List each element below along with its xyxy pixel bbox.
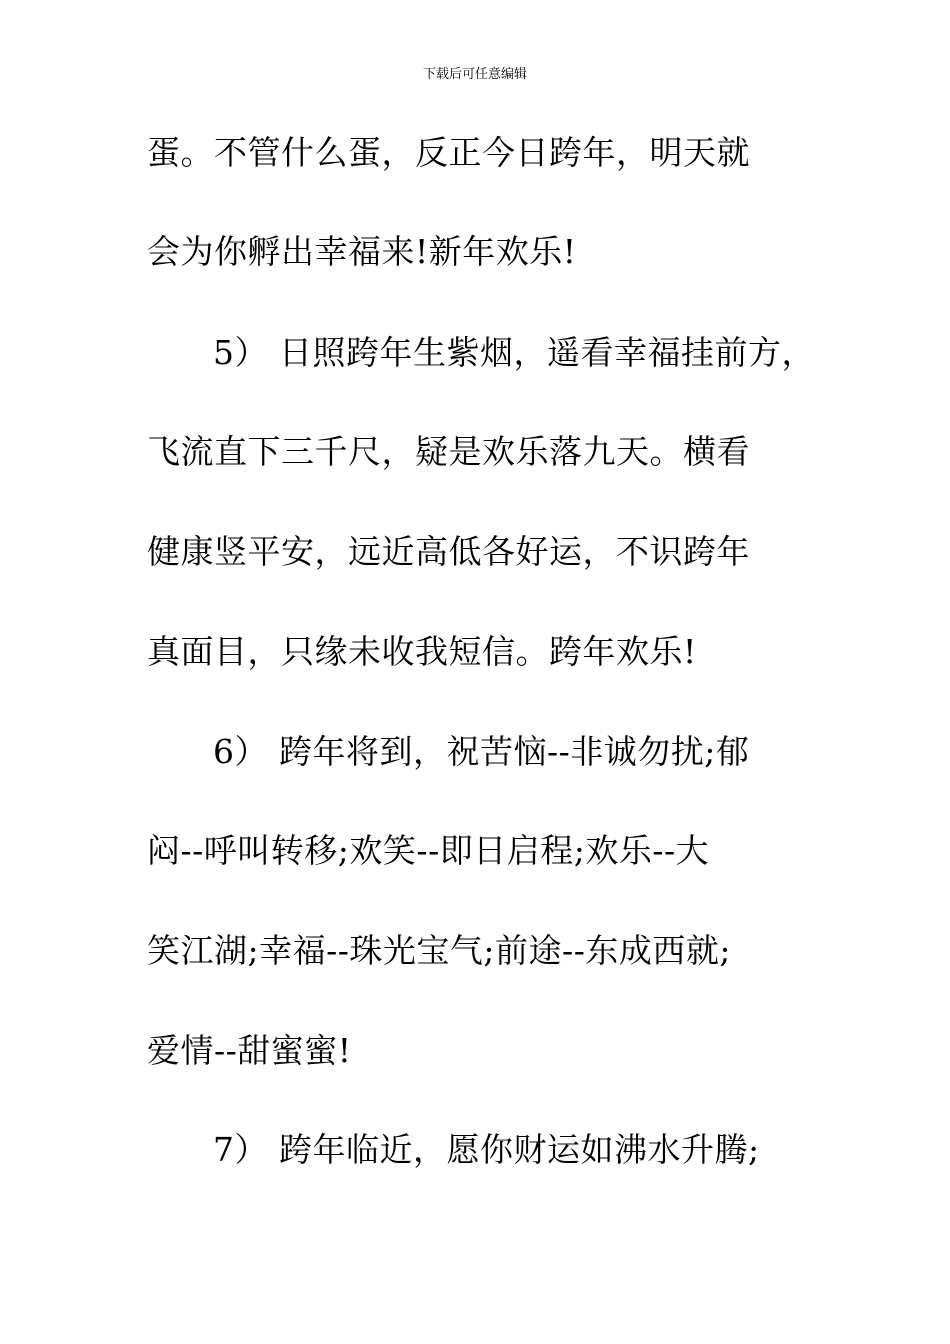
paragraph-7-line-1: 7） 跨年临近，愿你财运如沸水升腾;	[213, 1130, 760, 1169]
paragraph-5-line-1: 5） 日照跨年生紫烟，遥看幸福挂前方，	[213, 333, 815, 372]
body-line-1: 蛋。不管什么蛋，反正今日跨年，明天就	[147, 133, 750, 172]
paragraph-6-line-2: 闷--呼叫转移;欢笑--即日启程;欢乐--大	[147, 831, 710, 870]
paragraph-5-line-3: 健康竖平安，远近高低各好运，不识跨年	[147, 532, 750, 571]
paragraph-5-line-4: 真面目，只缘未收我短信。跨年欢乐!	[147, 632, 697, 671]
paragraph-6-line-4: 爱情--甜蜜蜜!	[147, 1031, 352, 1070]
paragraph-6-line-1: 6） 跨年将到，祝苦恼--非诚勿扰;郁	[213, 732, 750, 771]
paragraph-6-line-3: 笑江湖;幸福--珠光宝气;前途--东成西就;	[147, 931, 731, 970]
body-line-2: 会为你孵出幸福来!新年欢乐!	[147, 232, 577, 271]
paragraph-5-line-2: 飞流直下三千尺，疑是欢乐落九天。横看	[147, 432, 750, 471]
page-header: 下载后可任意编辑	[422, 67, 527, 82]
